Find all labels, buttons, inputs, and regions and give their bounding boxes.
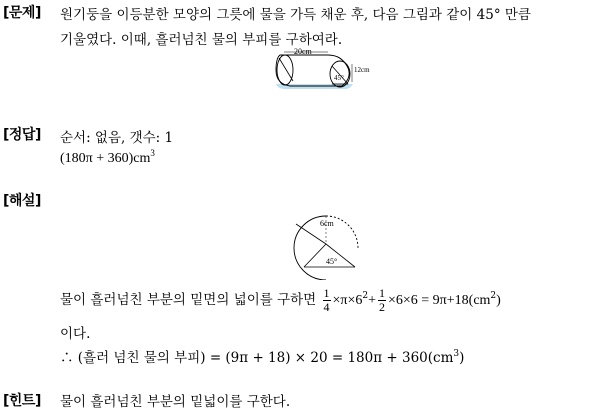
fraction-one-quarter: $\frac{1}{4}$ — [323, 286, 330, 314]
explanation-line1: 물이 흘러넘친 부분의 밑면의 넓이를 구하면 $\frac{1}{4}$ $\times\pi\times 6^2+$ $\frac{1}{2}$ $\times 6\times 6 = 9\pi+18(cm^2)$ — [60, 286, 501, 314]
problem-text-line1: 원기둥을 이등분한 모양의 그릇에 물을 가득 채운 후, 다음 그림과 같이 45° 만큼 — [60, 7, 531, 23]
answer-tag: [정답] — [3, 127, 41, 143]
fraction-one-half: $\frac{1}{2}$ — [379, 286, 385, 314]
problem-figure-height-label: 12cm — [354, 66, 370, 74]
explanation-line3: ∴ (흘러 넘친 물의 부피) = $(9\pi + 18) \times 20 = 180\pi + 360(cm^3)$ — [60, 349, 465, 366]
problem-figure-length-label: 20cm — [294, 47, 312, 56]
explanation-line2: 이다. — [60, 326, 91, 342]
hint-tag: [힌트] — [3, 393, 41, 409]
explanation-tag: [해설] — [3, 193, 41, 209]
problem-tag: [문제] — [3, 5, 41, 21]
explanation-figure-radius-label: 6cm — [320, 219, 334, 228]
problem-figure-tilted-half-cylinder — [270, 46, 380, 92]
answer-value: $(180\pi + 360)cm^3$ — [60, 148, 155, 166]
answer-meta: 순서: 없음, 갯수: 1 — [60, 130, 174, 146]
hint-text: 물이 흘러넘친 부분의 밑넓이를 구한다. — [60, 394, 291, 410]
problem-text-line2: 기울였다. 이때, 흘러넘친 물의 부피를 구하여라. — [60, 32, 343, 48]
explanation-figure-angle-label: 45° — [326, 257, 338, 266]
explanation-figure-half-circle — [290, 212, 365, 280]
problem-figure-angle-label: 45° — [334, 74, 344, 82]
